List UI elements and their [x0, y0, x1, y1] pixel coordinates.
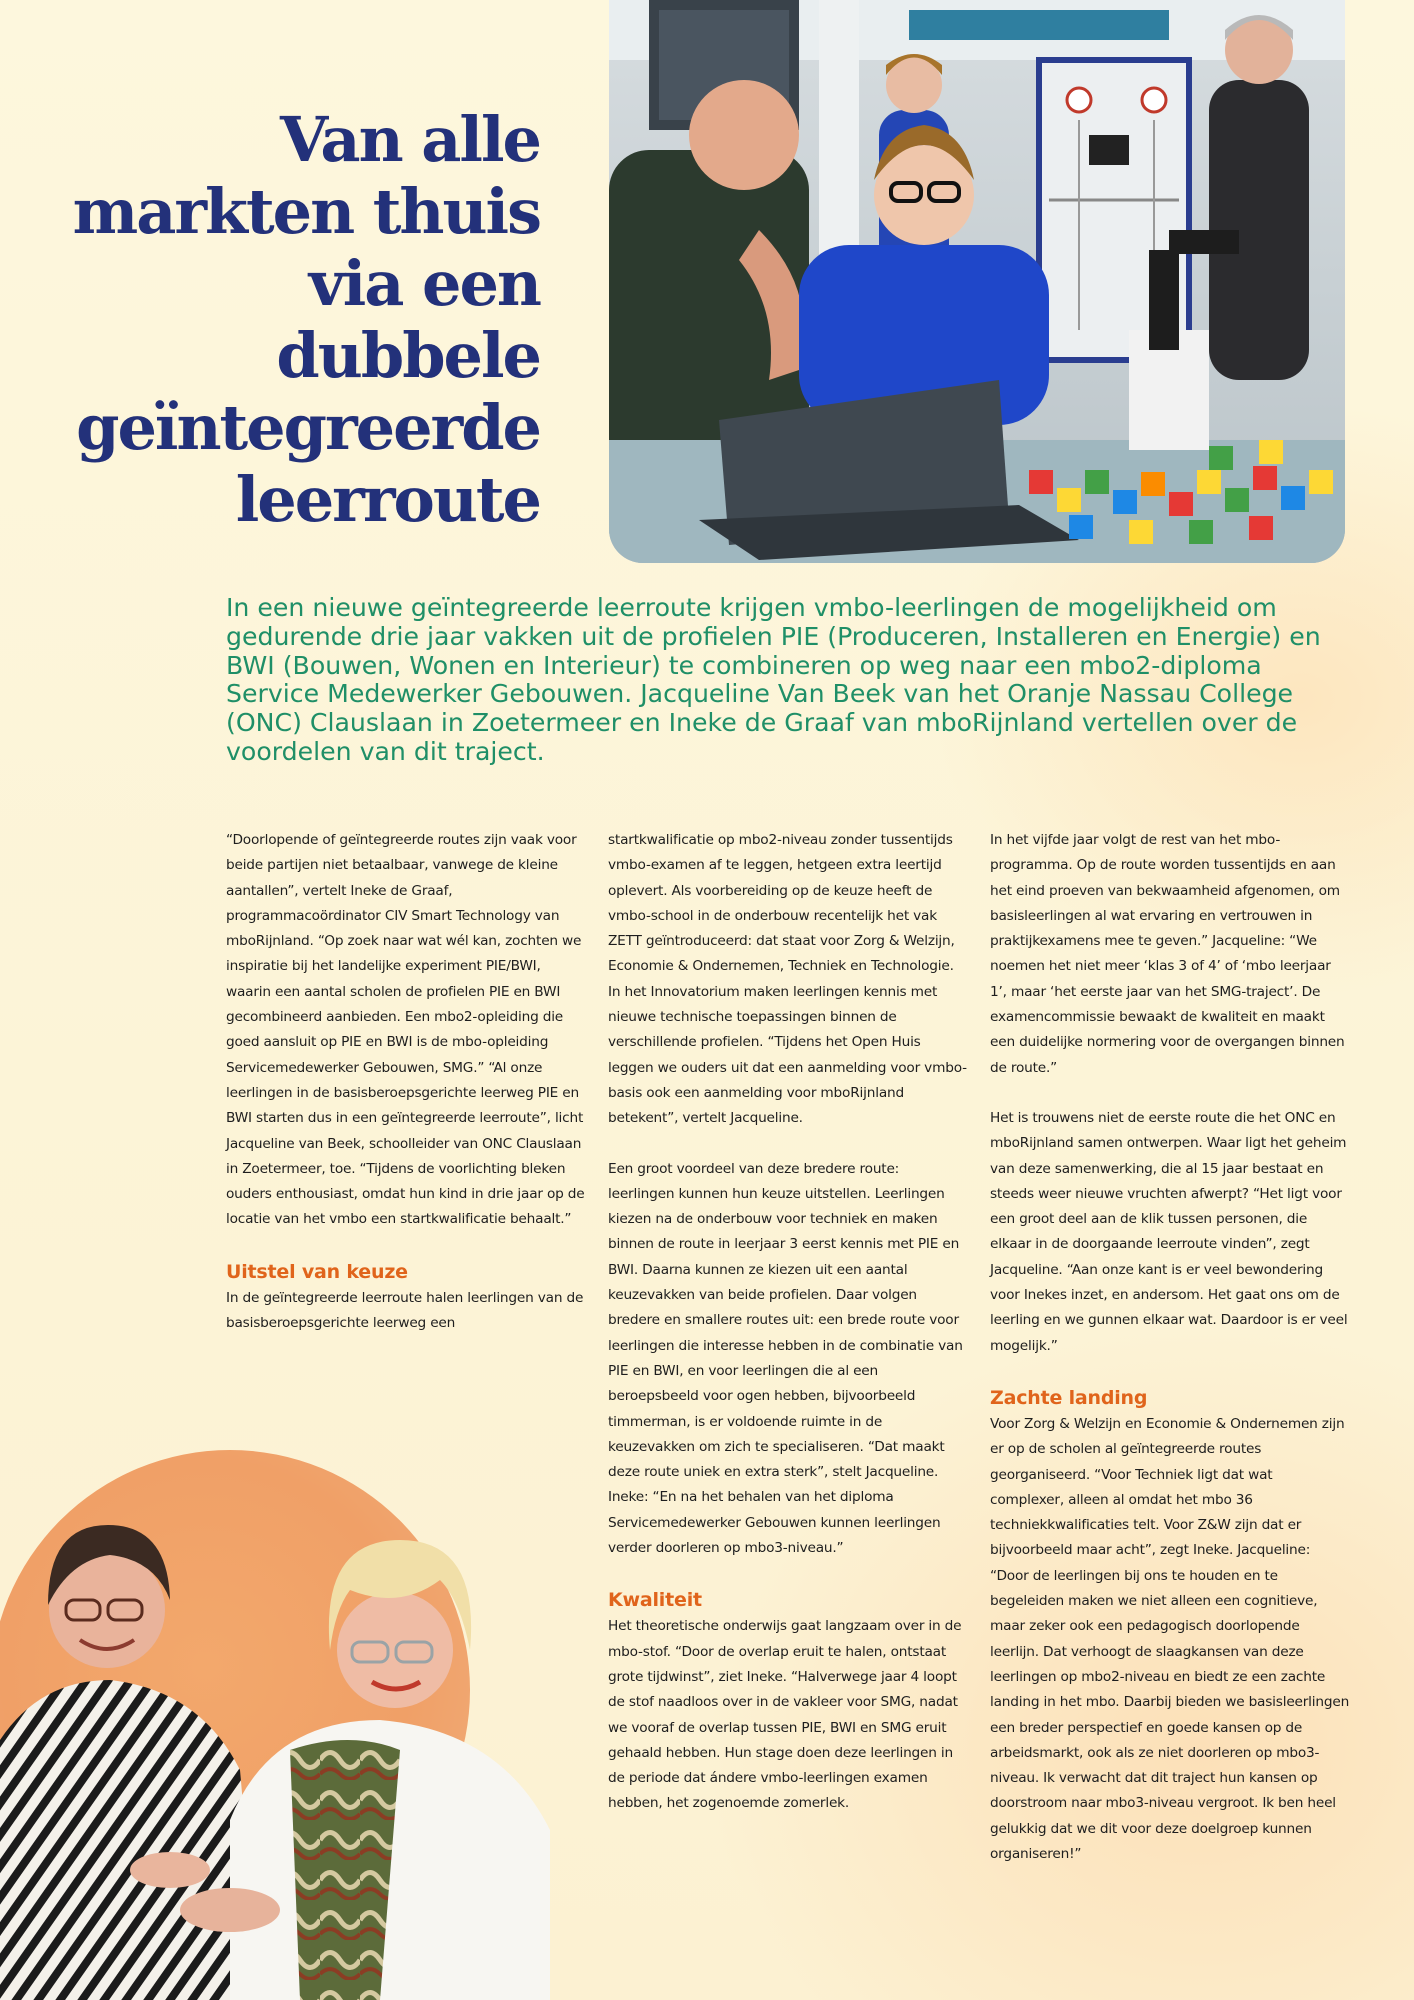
photo-classroom [609, 0, 1345, 563]
col1-paragraph-1: “Doorlopende of geïntegreerde routes zijn vaak voor beide partijen niet betaalbaar, vanwege de kleine aantallen”, vertelt Ineke de Graaf, programmacoördinator CIV Smart Technology van mboRijnland. “Op zoek naar wat wél kan, zochten we inspiratie bij het landelijke experiment PIE/BWI, waarin een aantal scholen de profielen PIE en BWI gecombineerd aanbieden. Een mbo2-opleiding die goed aansluit op PIE en BWI is de mbo-opleiding Servicemedewerker Gebouwen, SMG.” “Al onze leerlingen in de basisberoepsgerichte leerweg PIE en BWI starten dus in een geïntegreerde leerroute”, licht Jacqueline van Beek, schoolleider van ONC Clauslaan in Zoetermeer, toe. “Tijdens de voorlichting bleken ouders enthousiast, omdat hun kind in drie jaar op de locatie van het vmbo een startkwalificatie behaalt.” [226, 832, 585, 1228]
col3-paragraph-1: In het vijfde jaar volgt de rest van het mbo-programma. Op de route worden tussentijds en aan het eind proeven van bekwaamheid afgenomen, om basisleerlingen al wat ervaring en vertrouwen in praktijkexamens mee te geven.” Jacqueline: “We noemen het niet meer ‘klas 3 of 4’ of ‘mbo leerjaar 1’, maar ‘het eerste jaar van het SMG-traject’. De examencommissie bewaakt de kwaliteit en maakt een duidelijke normering voor de overgangen binnen de route.” [990, 832, 1345, 1076]
photo-classroom-illustration [609, 0, 1345, 563]
col3-paragraph-2: Het is trouwens niet de eerste route die het ONC en mboRijnland samen ontwerpen. Waar ligt het geheim van deze samenwerking, die al 15 jaar bestaat en steeds weer nieuwe vruchten afwerpt? “Het ligt voor een groot deel aan de klik tussen personen, die elkaar in de doorgaande leerroute vinden”, zegt Jacqueline. “Aan onze kant is er veel bewondering voor Inekes inzet, en andersom. Het gaat ons om de leerling en we gunnen elkaar wat. Daardoor is er veel mogelijk.” [990, 1109, 1348, 1354]
subheading-zachte-landing: Zachte landing [990, 1386, 1148, 1409]
article-column-2 [608, 828, 968, 1817]
intro-paragraph: In een nieuwe geïntegreerde leerroute krijgen vmbo-leerlingen de mogelijkheid om gedurende drie jaar vakken uit de profielen PIE (Produceren, Installeren en Energie) en BWI (Bouwen, Wonen en Interieur) te combineren op weg naar een mbo2-diploma Service Medewerker Gebouwen. Jacqueline Van Beek van het Oranje Nassau College (ONC) Clauslaan in Zoetermeer en Ineke de Graaf van mboRijnland vertellen over de voordelen van dit traject. [226, 593, 1321, 766]
article-column-1 [226, 828, 586, 1336]
subheading-uitstel-van-keuze: Uitstel van keuze [226, 1260, 408, 1283]
col2-paragraph-3: Het theoretische onderwijs gaat langzaam over in de mbo-stof. “Door de overlap eruit te halen, ontstaat grote tijdwinst”, ziet Ineke. “Halverwege jaar 4 loopt de stof naadloos over in de vakleer voor SMG, nadat we vooraf de overlap tussen PIE, BWI en SMG eruit gehaald hebben. Hun stage doen deze leerlingen in de periode dat ándere vmbo-leerlingen examen hebben, het zogenoemde zomerlek. [608, 1618, 962, 1812]
headline: Van alle markten thuis via een dubbele geïntegreerde leerroute [72, 103, 540, 536]
photo-interviewees-illustration [0, 1420, 600, 2000]
col1-paragraph-2: In de geïntegreerde leerroute halen leerlingen van de basisberoepsgerichte leerweg een [226, 1289, 584, 1332]
col3-paragraph-3: Voor Zorg & Welzijn en Economie & Ondernemen zijn er op de scholen al geïntegreerde routes georganiseerd. “Voor Techniek ligt dat wat complexer, alleen al omdat het mbo 36 techniekkwalificaties telt. Voor Z&W zijn dat er bijvoorbeeld maar acht”, zegt Ineke. Jacqueline: “Door de leerlingen bij ons te houden en te begeleiden maken we niet alleen een cognitieve, maar zeker ook een pedagogisch doorlopende leerlijn. Dat verhoogt de slaagkansen van deze leerlingen op mbo2-niveau en biedt ze een zachte landing in het mbo. Daarbij bieden we basisleerlingen een breder perspectief en goede kansen op de arbeidsmarkt, ook als ze niet doorleren op mbo3-niveau. Ik verwacht dat dit traject hun kansen op doorstroom naar mbo3-niveau vergroot. Ik ben heel gelukkig dat we dit voor deze doelgroep kunnen organiseren!” [990, 1415, 1350, 1862]
photo-interviewees [0, 1420, 600, 2000]
col2-paragraph-2: Een groot voordeel van deze bredere route: leerlingen kunnen hun keuze uitstellen. Leerlingen kiezen na de onderbouw voor techniek en maken binnen de route in leerjaar 3 eerst kennis met PIE en BWI. Daarna kunnen ze kiezen uit een aantal keuzevakken van beide profielen. Daar volgen bredere en smallere routes uit: een brede route voor leerlingen die interesse hebben in de combinatie van PIE en BWI, en voor leerlingen die al een beroepsbeeld voor ogen hebben, bijvoorbeeld timmerman, is er voldoende ruimte in de keuzevakken om zich te specialiseren. “Dat maakt deze route uniek en extra sterk”, stelt Jacqueline. Ineke: “En na het behalen van het diploma Servicemedewerker Gebouwen kunnen leerlingen verder doorleren op mbo3-niveau.” [608, 1160, 963, 1557]
article-column-3 [990, 828, 1350, 1867]
col2-paragraph-1: startkwalificatie op mbo2-niveau zonder tussentijds vmbo-examen af te leggen, hetgeen extra leertijd oplevert. Als voorbereiding op de keuze heeft de vmbo-school in de onderbouw recentelijk het vak ZETT geïntroduceerd: dat staat voor Zorg & Welzijn, Economie & Ondernemen, Techniek en Technologie. In het Innovatorium maken leerlingen kennis met nieuwe technische toepassingen binnen de verschillende profielen. “Tijdens het Open Huis leggen we ouders uit dat een aanmelding voor vmbo-basis ook een aanmelding voor mboRijnland betekent”, vertelt Jacqueline. [608, 832, 967, 1127]
subheading-kwaliteit: Kwaliteit [608, 1589, 702, 1612]
